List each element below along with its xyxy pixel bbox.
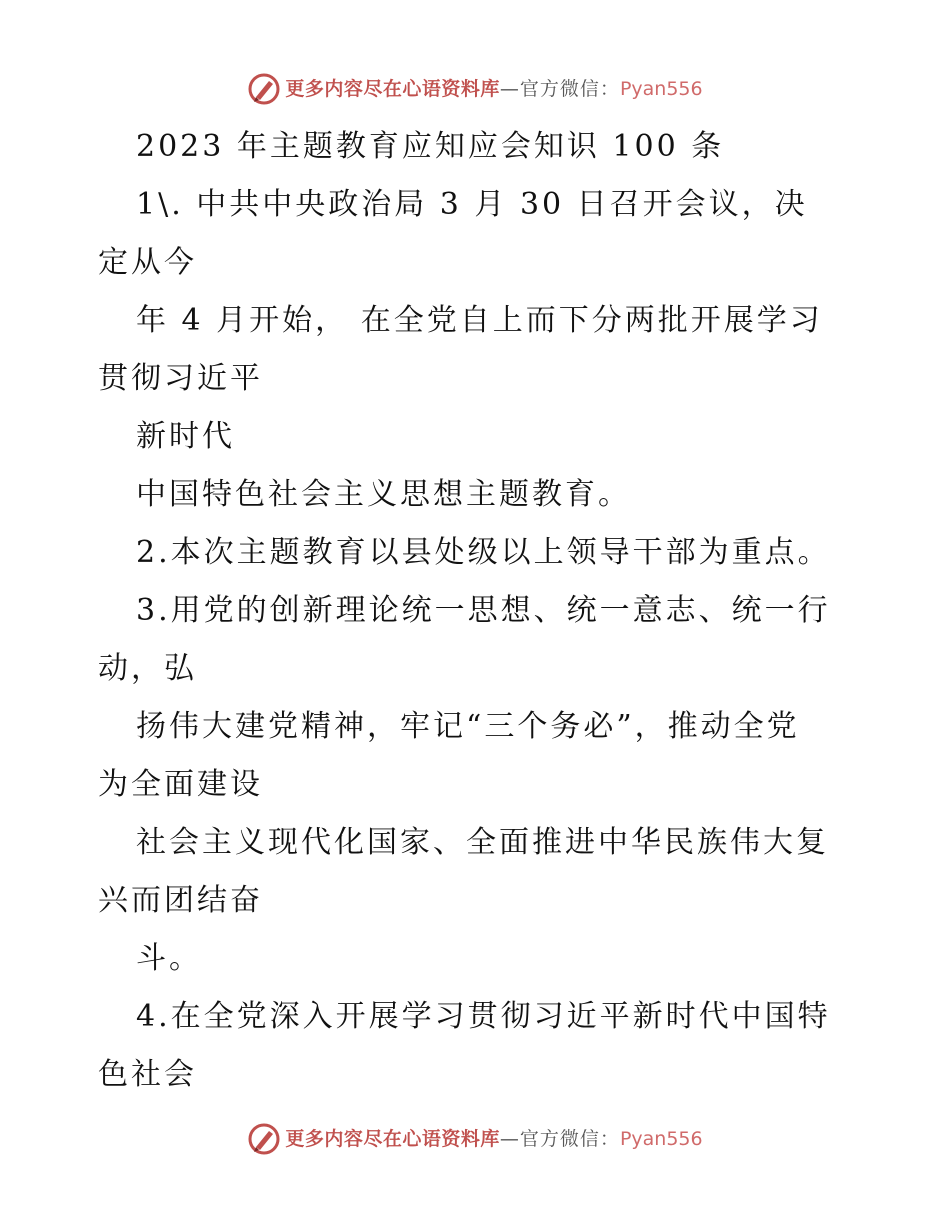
text-line: 新时代 bbox=[136, 419, 235, 454]
banner-wechat-id: Pyan556 bbox=[619, 78, 703, 100]
text-line: 动，弘 bbox=[98, 651, 197, 686]
text-line: 4.在全党深入开展学习贯彻习近平新时代中国特 bbox=[136, 999, 831, 1034]
document-title: 2023 年主题教育应知应会知识 100 条 bbox=[136, 129, 725, 164]
text-line: 色社会 bbox=[98, 1057, 197, 1092]
banner-site-name: 更多内容尽在心语资料库 bbox=[285, 1128, 500, 1150]
text-line: 社会主义现代化国家、全面推进中华民族伟大复 bbox=[136, 825, 829, 860]
document-body bbox=[98, 118, 858, 1104]
text-line: 年 4 月开始， 在全党自上而下分两批开展学习 bbox=[136, 303, 823, 338]
banner-wechat-label: —官方微信： bbox=[499, 1128, 620, 1150]
text-line: 斗。 bbox=[136, 941, 202, 976]
banner-site-name: 更多内容尽在心语资料库 bbox=[285, 78, 500, 100]
text-line: 中国特色社会主义思想主题教育。 bbox=[136, 477, 631, 512]
footer-watermark-banner bbox=[0, 1122, 950, 1156]
pen-logo-icon bbox=[247, 1122, 281, 1156]
pen-logo-icon bbox=[247, 72, 281, 106]
banner-wechat-id: Pyan556 bbox=[619, 1128, 703, 1150]
text-line: 1\. 中共中央政治局 3 月 30 日召开会议，决 bbox=[136, 187, 808, 222]
text-line: 为全面建设 bbox=[98, 767, 263, 802]
header-watermark-banner bbox=[0, 72, 950, 106]
banner-wechat-label: —官方微信： bbox=[499, 78, 620, 100]
text-line: 3.用党的创新理论统一思想、统一意志、统一行 bbox=[136, 593, 831, 628]
text-line: 2.本次主题教育以县处级以上领导干部为重点。 bbox=[136, 535, 831, 570]
text-line: 兴而团结奋 bbox=[98, 883, 263, 918]
text-line: 贯彻习近平 bbox=[98, 361, 263, 396]
text-line: 定从今 bbox=[98, 245, 197, 280]
text-line: 扬伟大建党精神，牢记“三个务必”，推动全党 bbox=[136, 709, 800, 744]
